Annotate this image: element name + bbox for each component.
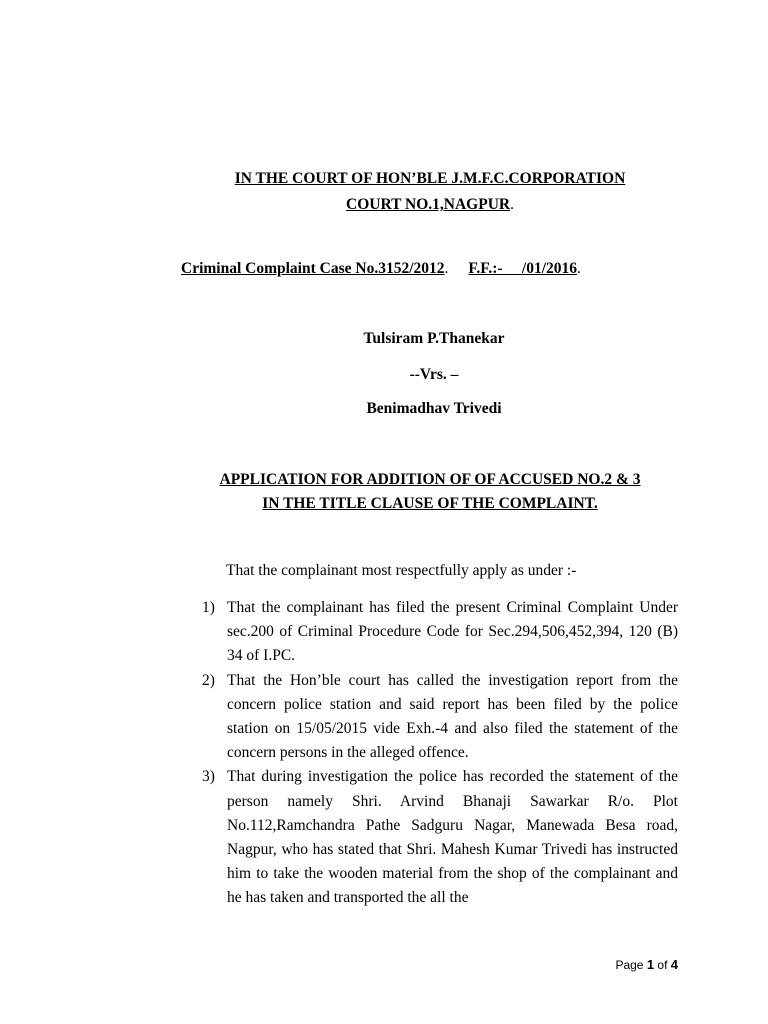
court-heading-line2-wrap xyxy=(0,192,768,218)
court-heading-line2: COURT NO.1,NAGPUR xyxy=(346,196,511,213)
list-item-number: 3) xyxy=(202,768,215,786)
list-item-text: That the Hon’ble court has called the investigation report from the concern police station and said report has been filed by the police station on 15/05/2015 vide Exh.-4 and also filed the statement of the concern persons in the alleged offence. xyxy=(227,671,678,762)
court-heading-line1: IN THE COURT OF HON’BLE J.M.F.C.CORPORATION xyxy=(234,170,626,187)
court-heading xyxy=(0,166,768,218)
page-total: 4 xyxy=(670,957,678,972)
of-word: of xyxy=(657,958,668,972)
intro-paragraph: That the complainant most respectfully apply as under :- xyxy=(226,562,577,579)
list-item-text: That the complainant has filed the present Criminal Complaint Under sec.200 of Criminal Procedure Code for Sec.294,506,452,394, 120 (B) 34 of I.PC. xyxy=(227,599,678,665)
case-number: Criminal Complaint Case No.3152/2012 xyxy=(181,260,445,277)
list-item-number: 1) xyxy=(202,599,215,616)
page-word: Page xyxy=(615,958,644,972)
case-number-suffix: . xyxy=(444,260,449,277)
application-heading-line1: APPLICATION FOR ADDITION OF OF ACCUSED NO.2 & 3 xyxy=(219,471,641,488)
list-item-number: 2) xyxy=(202,671,215,689)
versus-label: --Vrs. – xyxy=(409,366,459,383)
page-current: 1 xyxy=(646,957,655,972)
list-item-text: That during investigation the police has recorded the statement of the person namely Shri. Arvind Bhanaji Sawarkar R/o. Plot No.112,Ramchandra Pathe Sadguru Nagar, Manewada Besa road, Nagpur, who has stated that Shri. Mahesh Kumar Trivedi has instructed him to take the wooden material from the shop of the complainant and he has taken and transported the all the xyxy=(227,768,678,907)
accused-name: Benimadhav Trivedi xyxy=(366,400,502,417)
ff-number: F.F.:- /01/2016 xyxy=(468,260,578,277)
list-item xyxy=(202,596,678,669)
complainant-name: Tulsiram P.Thanekar xyxy=(363,330,505,347)
court-heading-line2-suffix: . xyxy=(510,196,514,213)
ff-number-suffix: . xyxy=(577,260,581,277)
numbered-list xyxy=(202,596,678,911)
page-number-footer xyxy=(615,957,678,972)
application-heading-line2: IN THE TITLE CLAUSE OF THE COMPLAINT. xyxy=(262,495,598,512)
application-heading xyxy=(0,468,768,516)
list-item xyxy=(202,669,678,766)
list-item xyxy=(202,765,678,910)
case-number-line xyxy=(181,260,581,278)
